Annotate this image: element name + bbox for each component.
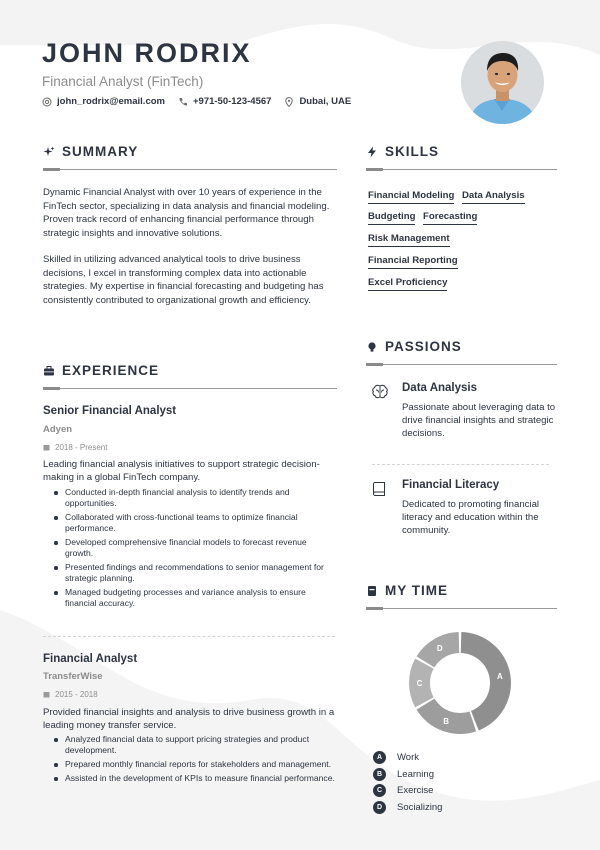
legend-marker: D — [373, 801, 386, 814]
skills-rule — [366, 169, 557, 170]
experience-heading-text: EXPERIENCE — [62, 363, 160, 378]
brain-icon — [371, 383, 389, 401]
job-bullet: Assisted in the development of KPIs to measure financial performance. — [54, 773, 336, 784]
lightning-icon — [366, 146, 378, 158]
passion-description: Dedicated to promoting financial literacy and education within the community. — [402, 499, 540, 536]
passion-description: Passionate about leveraging data to drive financial insights and strategic decisions. — [402, 402, 556, 439]
job-title: Senior Financial Analyst — [43, 405, 177, 417]
legend-marker: A — [373, 751, 386, 764]
job-dates-text: 2018 - Present — [55, 443, 108, 452]
summary-paragraph-1: Dynamic Financial Analyst with over 10 years of experience in the FinTech sector, specializing in data analysis and financial modeling. Proven track record of enhancing financial performance through strategic insights and innovative solutions. — [43, 187, 330, 239]
job-bullet: Prepared monthly financial reports for stakeholders and management. — [54, 759, 336, 770]
avatar-illustration — [461, 41, 544, 124]
contact-location — [284, 96, 351, 107]
job-divider — [43, 636, 335, 637]
job-title: Financial Analyst — [43, 653, 138, 665]
job-bullet: Analyzed financial data to support pricing strategies and product development. — [54, 734, 336, 756]
phone-text: +971-50-123-4567 — [192, 96, 272, 107]
passion-title: Financial Literacy — [402, 479, 500, 491]
job-bullet: Conducted in-depth financial analysis to identify trends and opportunities. — [54, 487, 336, 509]
job-bullet: Collaborated with cross-functional teams to optimize financial performance. — [54, 512, 336, 534]
legend-marker: C — [373, 784, 386, 797]
my-time-rule — [366, 608, 557, 609]
job-description: Leading financial analysis initiatives to support strategic decision-making in a global FinTech company. — [43, 459, 320, 483]
skills-heading-text: SKILLS — [385, 144, 440, 159]
my-time-heading-text: MY TIME — [385, 583, 449, 598]
legend-label: Learning — [397, 769, 434, 780]
my-time-donut-chart — [405, 628, 515, 738]
job-company: Adyen — [43, 424, 73, 435]
book-icon — [371, 480, 389, 498]
hourglass-icon — [366, 585, 378, 597]
passions-heading-text: PASSIONS — [385, 339, 462, 354]
donut-slice-label: B — [443, 717, 450, 727]
summary-rule — [43, 169, 337, 170]
location-pin-icon — [284, 97, 294, 107]
legend-label: Work — [397, 752, 419, 763]
legend-item — [373, 784, 433, 797]
passion-title: Data Analysis — [402, 382, 477, 394]
phone-icon — [178, 97, 188, 107]
donut-slice-label: A — [496, 671, 503, 681]
passions-rule — [366, 364, 557, 365]
location-text: Dubai, UAE — [299, 96, 352, 107]
passions-heading — [366, 339, 462, 354]
summary-paragraph-2: Skilled in utilizing advanced analytical tools to drive business decisions, I excel in transforming complex data into actionable strategies. My expertise in financial forecasting and budgeting has consistently contributed to organizational growth and efficiency. — [43, 254, 324, 306]
lightbulb-icon — [366, 341, 378, 353]
skill-tag: Budgeting — [368, 211, 415, 225]
profile-photo — [461, 41, 544, 124]
candidate-name: JOHN RODRIX — [42, 38, 252, 68]
job-dates — [43, 690, 98, 699]
my-time-heading — [366, 583, 448, 598]
job-bullet: Managed budgeting processes and variance analysis to ensure financial accuracy. — [54, 587, 336, 609]
job-bullets — [54, 487, 336, 612]
legend-item — [373, 801, 442, 814]
experience-rule — [43, 388, 337, 389]
job-dates — [43, 443, 107, 452]
donut-slice-label: C — [416, 679, 423, 688]
job-dates-text: 2015 - 2018 — [55, 690, 98, 699]
calendar-icon — [43, 444, 50, 451]
at-sign-icon — [42, 97, 52, 107]
skill-tag: Data Analysis — [462, 190, 525, 204]
skill-tag: Financial Modeling — [368, 190, 454, 204]
sparkle-icon — [43, 146, 55, 158]
email-text: john_rodrix@email.com — [57, 96, 165, 107]
legend-item — [373, 768, 434, 781]
summary-heading-text: SUMMARY — [62, 144, 139, 159]
skill-tag: Excel Proficiency — [368, 277, 447, 291]
skill-tag: Financial Reporting — [368, 255, 458, 269]
legend-item — [373, 751, 419, 764]
summary-heading — [43, 144, 138, 159]
job-bullet: Presented findings and recommendations to senior management for strategic planning. — [54, 562, 336, 584]
job-bullets — [54, 734, 336, 787]
contact-email[interactable] — [42, 96, 165, 107]
briefcase-icon — [43, 365, 55, 377]
experience-heading — [43, 363, 159, 378]
candidate-role: Financial Analyst (FinTech) — [42, 74, 204, 89]
donut-slice-label: D — [436, 643, 443, 653]
legend-marker: B — [373, 768, 386, 781]
job-company: TransferWise — [43, 671, 103, 682]
legend-label: Exercise — [397, 785, 434, 796]
skill-tag: Forecasting — [423, 211, 477, 225]
skills-heading — [366, 144, 439, 159]
job-bullet: Developed comprehensive financial models to forecast revenue growth. — [54, 537, 336, 559]
calendar-icon — [43, 691, 50, 698]
contact-phone[interactable] — [178, 96, 271, 107]
contact-row — [42, 96, 364, 107]
job-description: Provided financial insights and analysis to drive business growth in a leading money transfer service. — [43, 707, 335, 731]
passion-divider — [372, 464, 549, 465]
skill-tag: Risk Management — [368, 233, 450, 247]
legend-label: Socializing — [397, 802, 443, 813]
